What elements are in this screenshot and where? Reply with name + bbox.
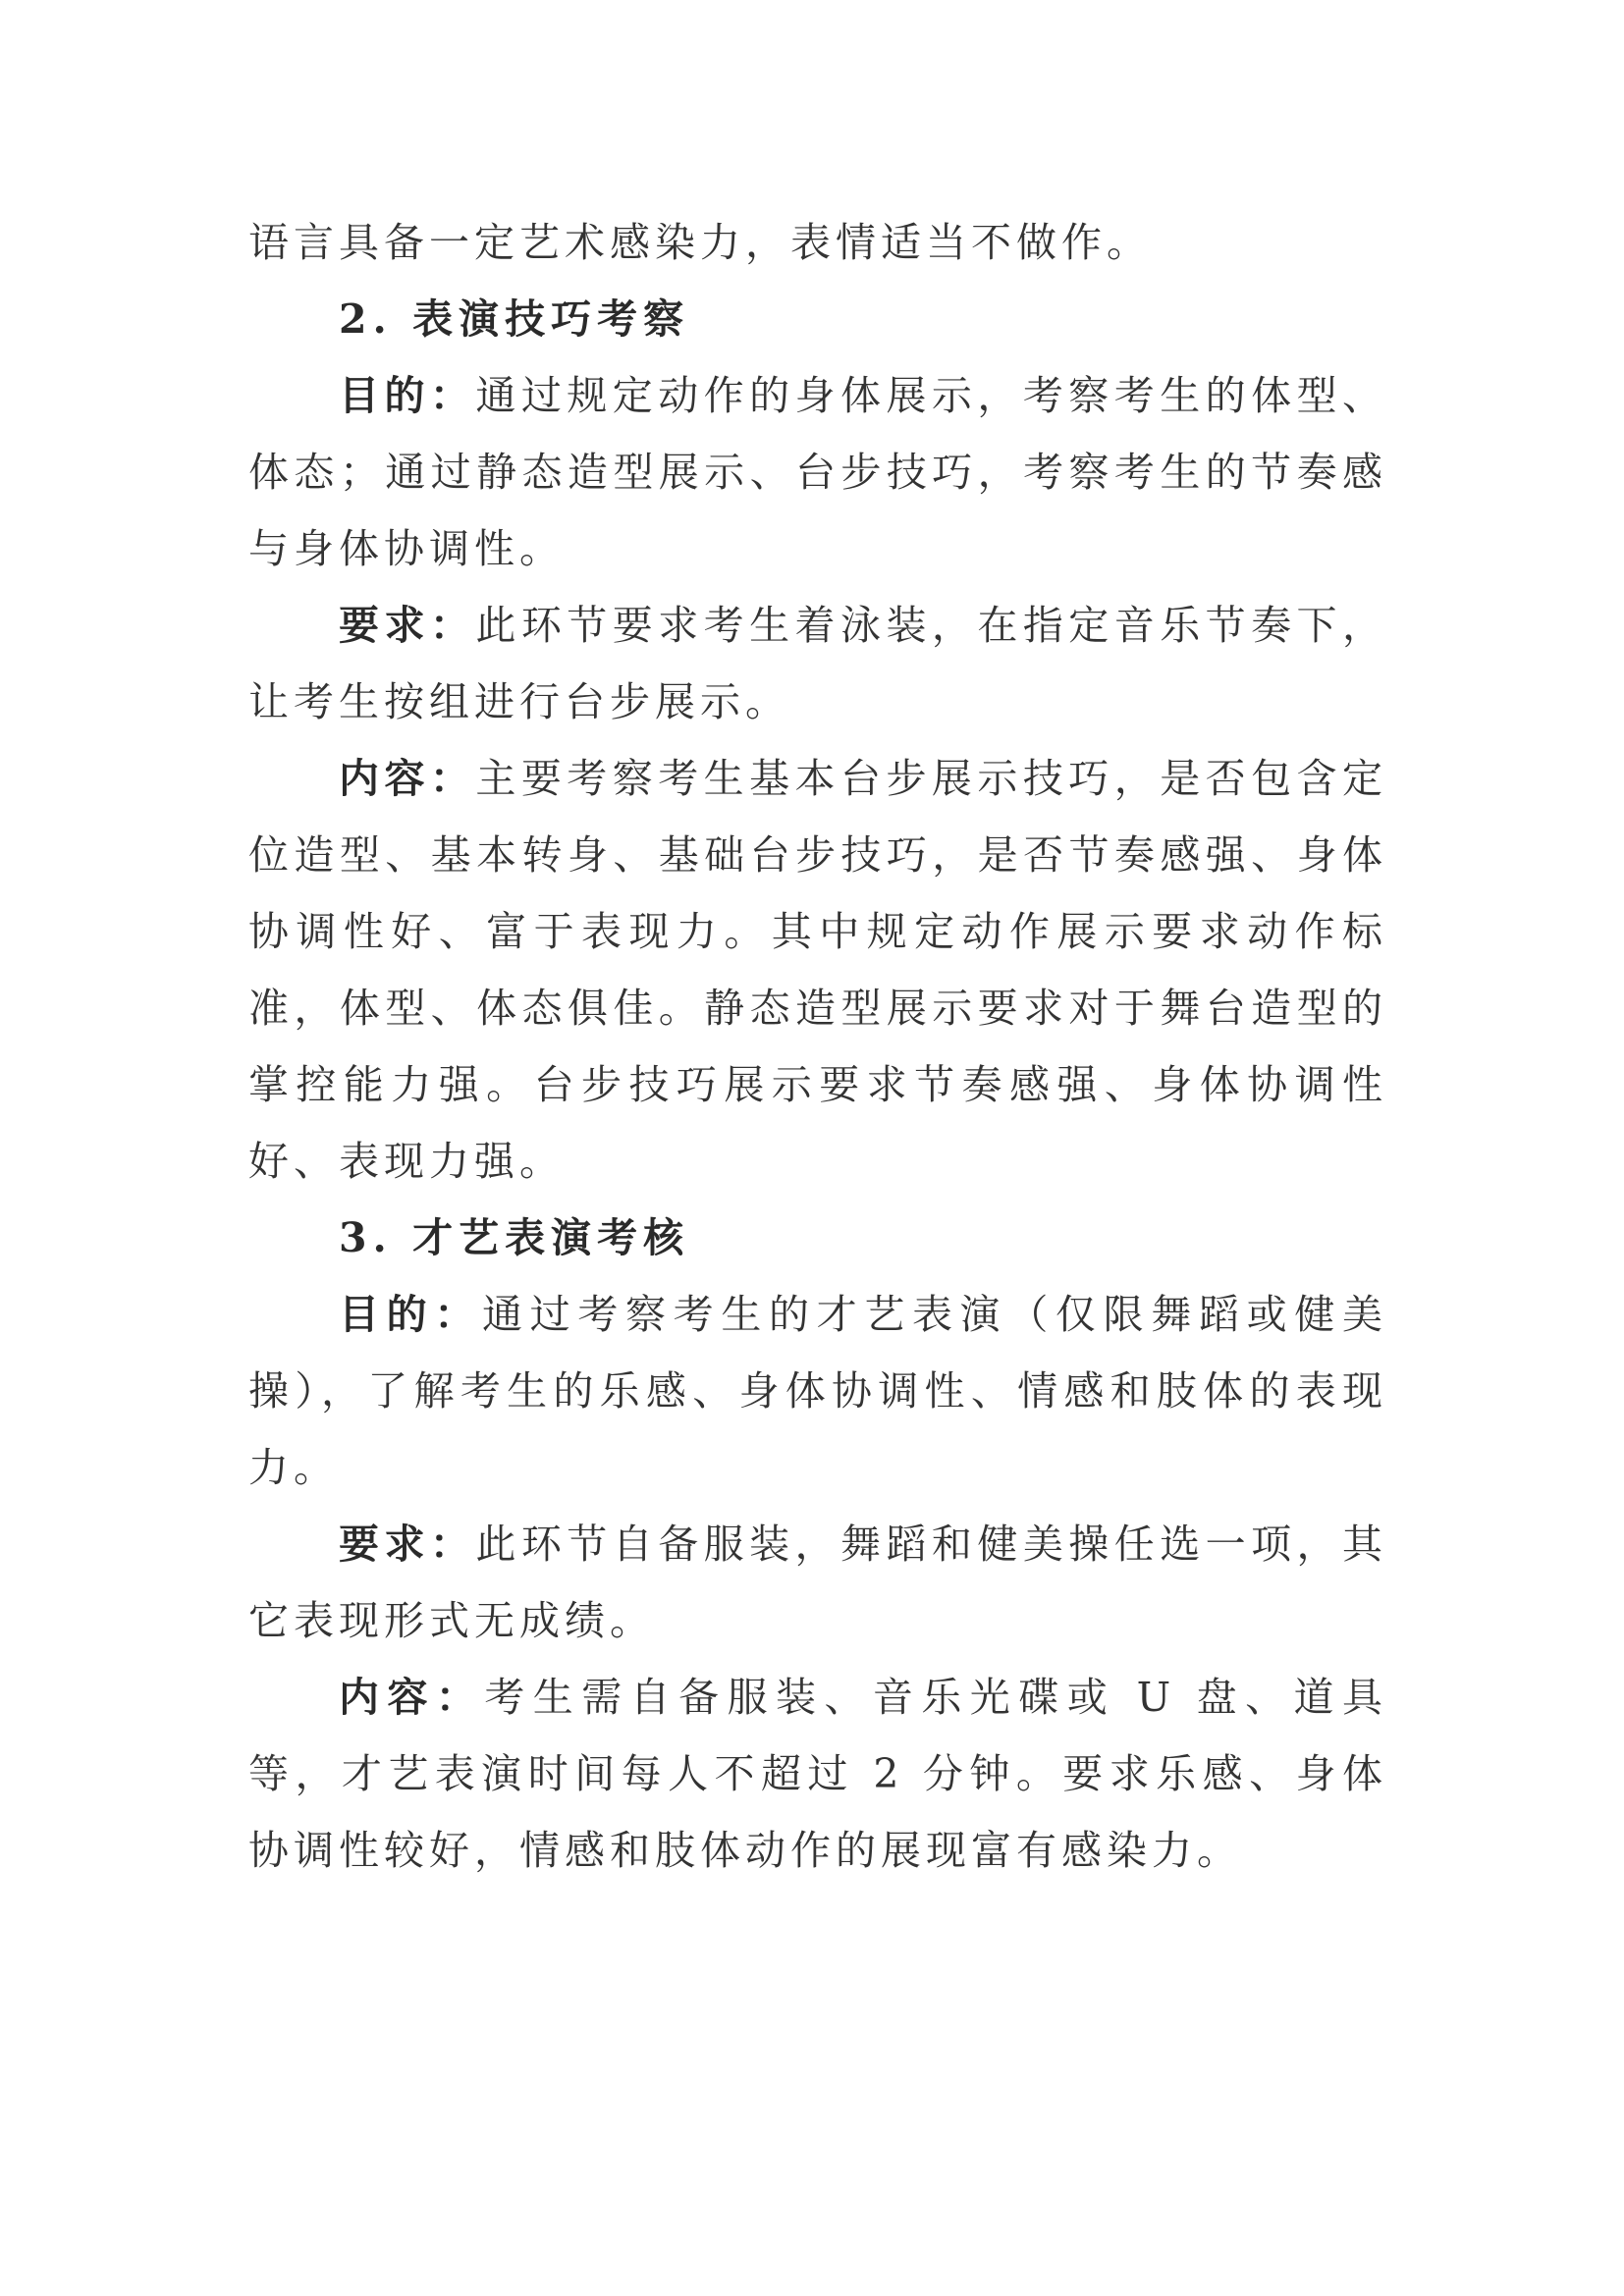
document-body bbox=[248, 204, 1387, 1889]
requirement-text: 此环节要求考生着泳装，在指定音乐节奏下，让考生按组进行台步展示。 bbox=[248, 602, 1388, 725]
requirement-label: 要求： bbox=[339, 1521, 476, 1568]
purpose-label: 目的： bbox=[339, 1291, 482, 1338]
section-2-purpose bbox=[248, 357, 1387, 587]
section-3-content bbox=[248, 1659, 1387, 1889]
requirement-text: 此环节自备服装，舞蹈和健美操任选一项，其它表现形式无成绩。 bbox=[248, 1521, 1388, 1644]
content-text: 考生需自备服装、音乐光碟或 U 盘、道具等，才艺表演时间每人不超过 2 分钟。要求乐感、身体协调性较好，情感和肢体动作的展现富有感染力。 bbox=[248, 1674, 1387, 1874]
section-2-content bbox=[248, 740, 1387, 1200]
purpose-text: 通过规定动作的身体展示，考察考生的体型、体态；通过静态造型展示、台步技巧，考察考生的节奏感与身体协调性。 bbox=[248, 372, 1388, 572]
content-label: 内容： bbox=[339, 1674, 485, 1721]
continuation-paragraph: 语言具备一定艺术感染力，表情适当不做作。 bbox=[248, 219, 1152, 266]
purpose-label: 目的： bbox=[339, 372, 476, 419]
section-3-purpose bbox=[248, 1276, 1387, 1506]
section-3-requirement bbox=[248, 1506, 1387, 1659]
section-2-heading: 2. 表演技巧考察 bbox=[339, 295, 690, 343]
content-text: 主要考察考生基本台步展示技巧，是否包含定位造型、基本转身、基础台步技巧，是否节奏感强、身体协调性好、富于表现力。其中规定动作展示要求动作标准，体型、体态俱佳。静态造型展示要求对于舞台造型的掌控能力强。台步技巧展示要求节奏感强、身体协调性好、表现力强。 bbox=[248, 755, 1388, 1185]
section-3-heading: 3. 才艺表演考核 bbox=[339, 1214, 690, 1261]
section-2-requirement bbox=[248, 587, 1387, 740]
content-label: 内容： bbox=[339, 755, 476, 802]
purpose-text: 通过考察考生的才艺表演（仅限舞蹈或健美操），了解考生的乐感、身体协调性、情感和肢体的表现力。 bbox=[248, 1291, 1387, 1491]
requirement-label: 要求： bbox=[339, 602, 476, 649]
